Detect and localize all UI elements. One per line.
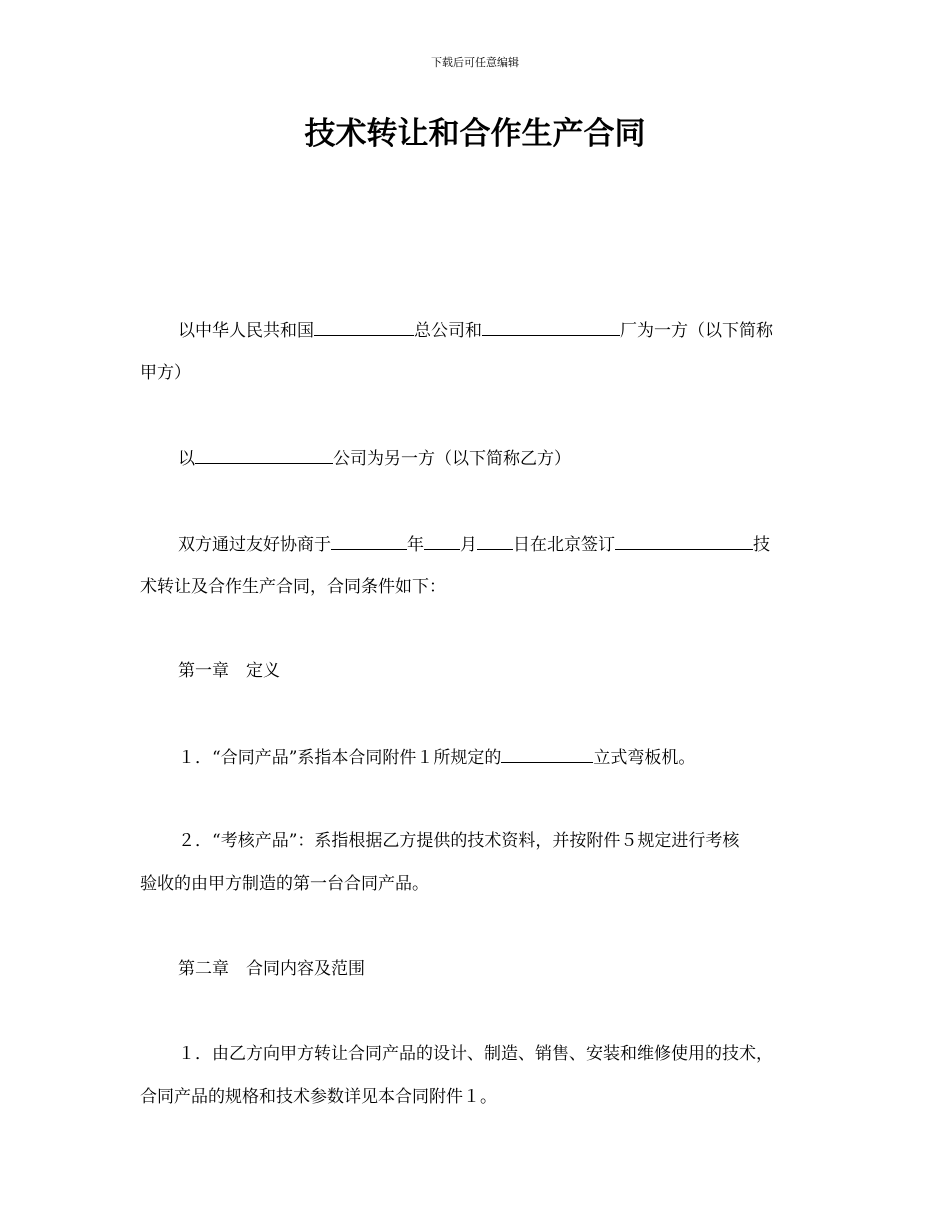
blank-field bbox=[195, 446, 333, 464]
chapter-1-item-2-line-2 bbox=[140, 872, 429, 896]
clause-text: ２．“考核产品”：系指根据乙方提供的技术资料，并按附件５规定进行考核 bbox=[178, 831, 740, 851]
parties-text: 以中华人民共和国 bbox=[178, 321, 314, 341]
clause-text: 立式弯板机。 bbox=[593, 748, 696, 768]
parties-text: 总公司和 bbox=[414, 321, 482, 341]
parties-line-1 bbox=[178, 318, 773, 343]
chapter-1-item-1 bbox=[178, 745, 695, 770]
blank-field bbox=[477, 532, 513, 550]
parties-text: 公司为另一方（以下简称乙方） bbox=[333, 449, 571, 469]
agreement-line-2 bbox=[140, 575, 446, 599]
party-b-line bbox=[178, 446, 571, 471]
agreement-text: 双方通过友好协商于 bbox=[178, 535, 331, 555]
chapter-1-heading: 第一章 定义 bbox=[178, 661, 280, 681]
chapter-2-item-1-line-2 bbox=[140, 1085, 497, 1109]
header-note: 下载后可任意编辑 bbox=[431, 56, 519, 69]
blank-field bbox=[314, 318, 414, 336]
blank-field bbox=[615, 532, 753, 550]
blank-field bbox=[424, 532, 460, 550]
clause-text: 合同产品的规格和技术参数详见本合同附件１。 bbox=[140, 1087, 497, 1107]
chapter-2-heading: 第二章 合同内容及范围 bbox=[178, 959, 365, 979]
parties-text: 甲方） bbox=[140, 363, 191, 383]
blank-field bbox=[482, 318, 620, 336]
parties-text: 以 bbox=[178, 449, 195, 469]
clause-text: 验收的由甲方制造的第一台合同产品。 bbox=[140, 874, 429, 894]
clause-text: １．由乙方向甲方转让合同产品的设计、制造、销售、安装和维修使用的技术， bbox=[178, 1044, 773, 1064]
parties-line-2 bbox=[140, 361, 191, 385]
chapter-1-item-2-line-1 bbox=[178, 829, 739, 853]
document-title: 技术转让和合作生产合同 bbox=[304, 116, 646, 152]
agreement-text: 日在北京签订 bbox=[513, 535, 615, 555]
agreement-text: 技 bbox=[753, 535, 770, 555]
agreement-text: 年 bbox=[407, 535, 424, 555]
blank-field bbox=[501, 745, 593, 763]
chapter-2-item-1-line-1 bbox=[178, 1042, 773, 1066]
clause-text: １．“合同产品”系指本合同附件１所规定的 bbox=[178, 748, 502, 768]
agreement-line-1 bbox=[178, 532, 770, 557]
agreement-text: 术转让及合作生产合同，合同条件如下： bbox=[140, 577, 446, 597]
agreement-text: 月 bbox=[460, 535, 477, 555]
blank-field bbox=[331, 532, 407, 550]
parties-text: 厂为一方（以下简称 bbox=[620, 321, 773, 341]
